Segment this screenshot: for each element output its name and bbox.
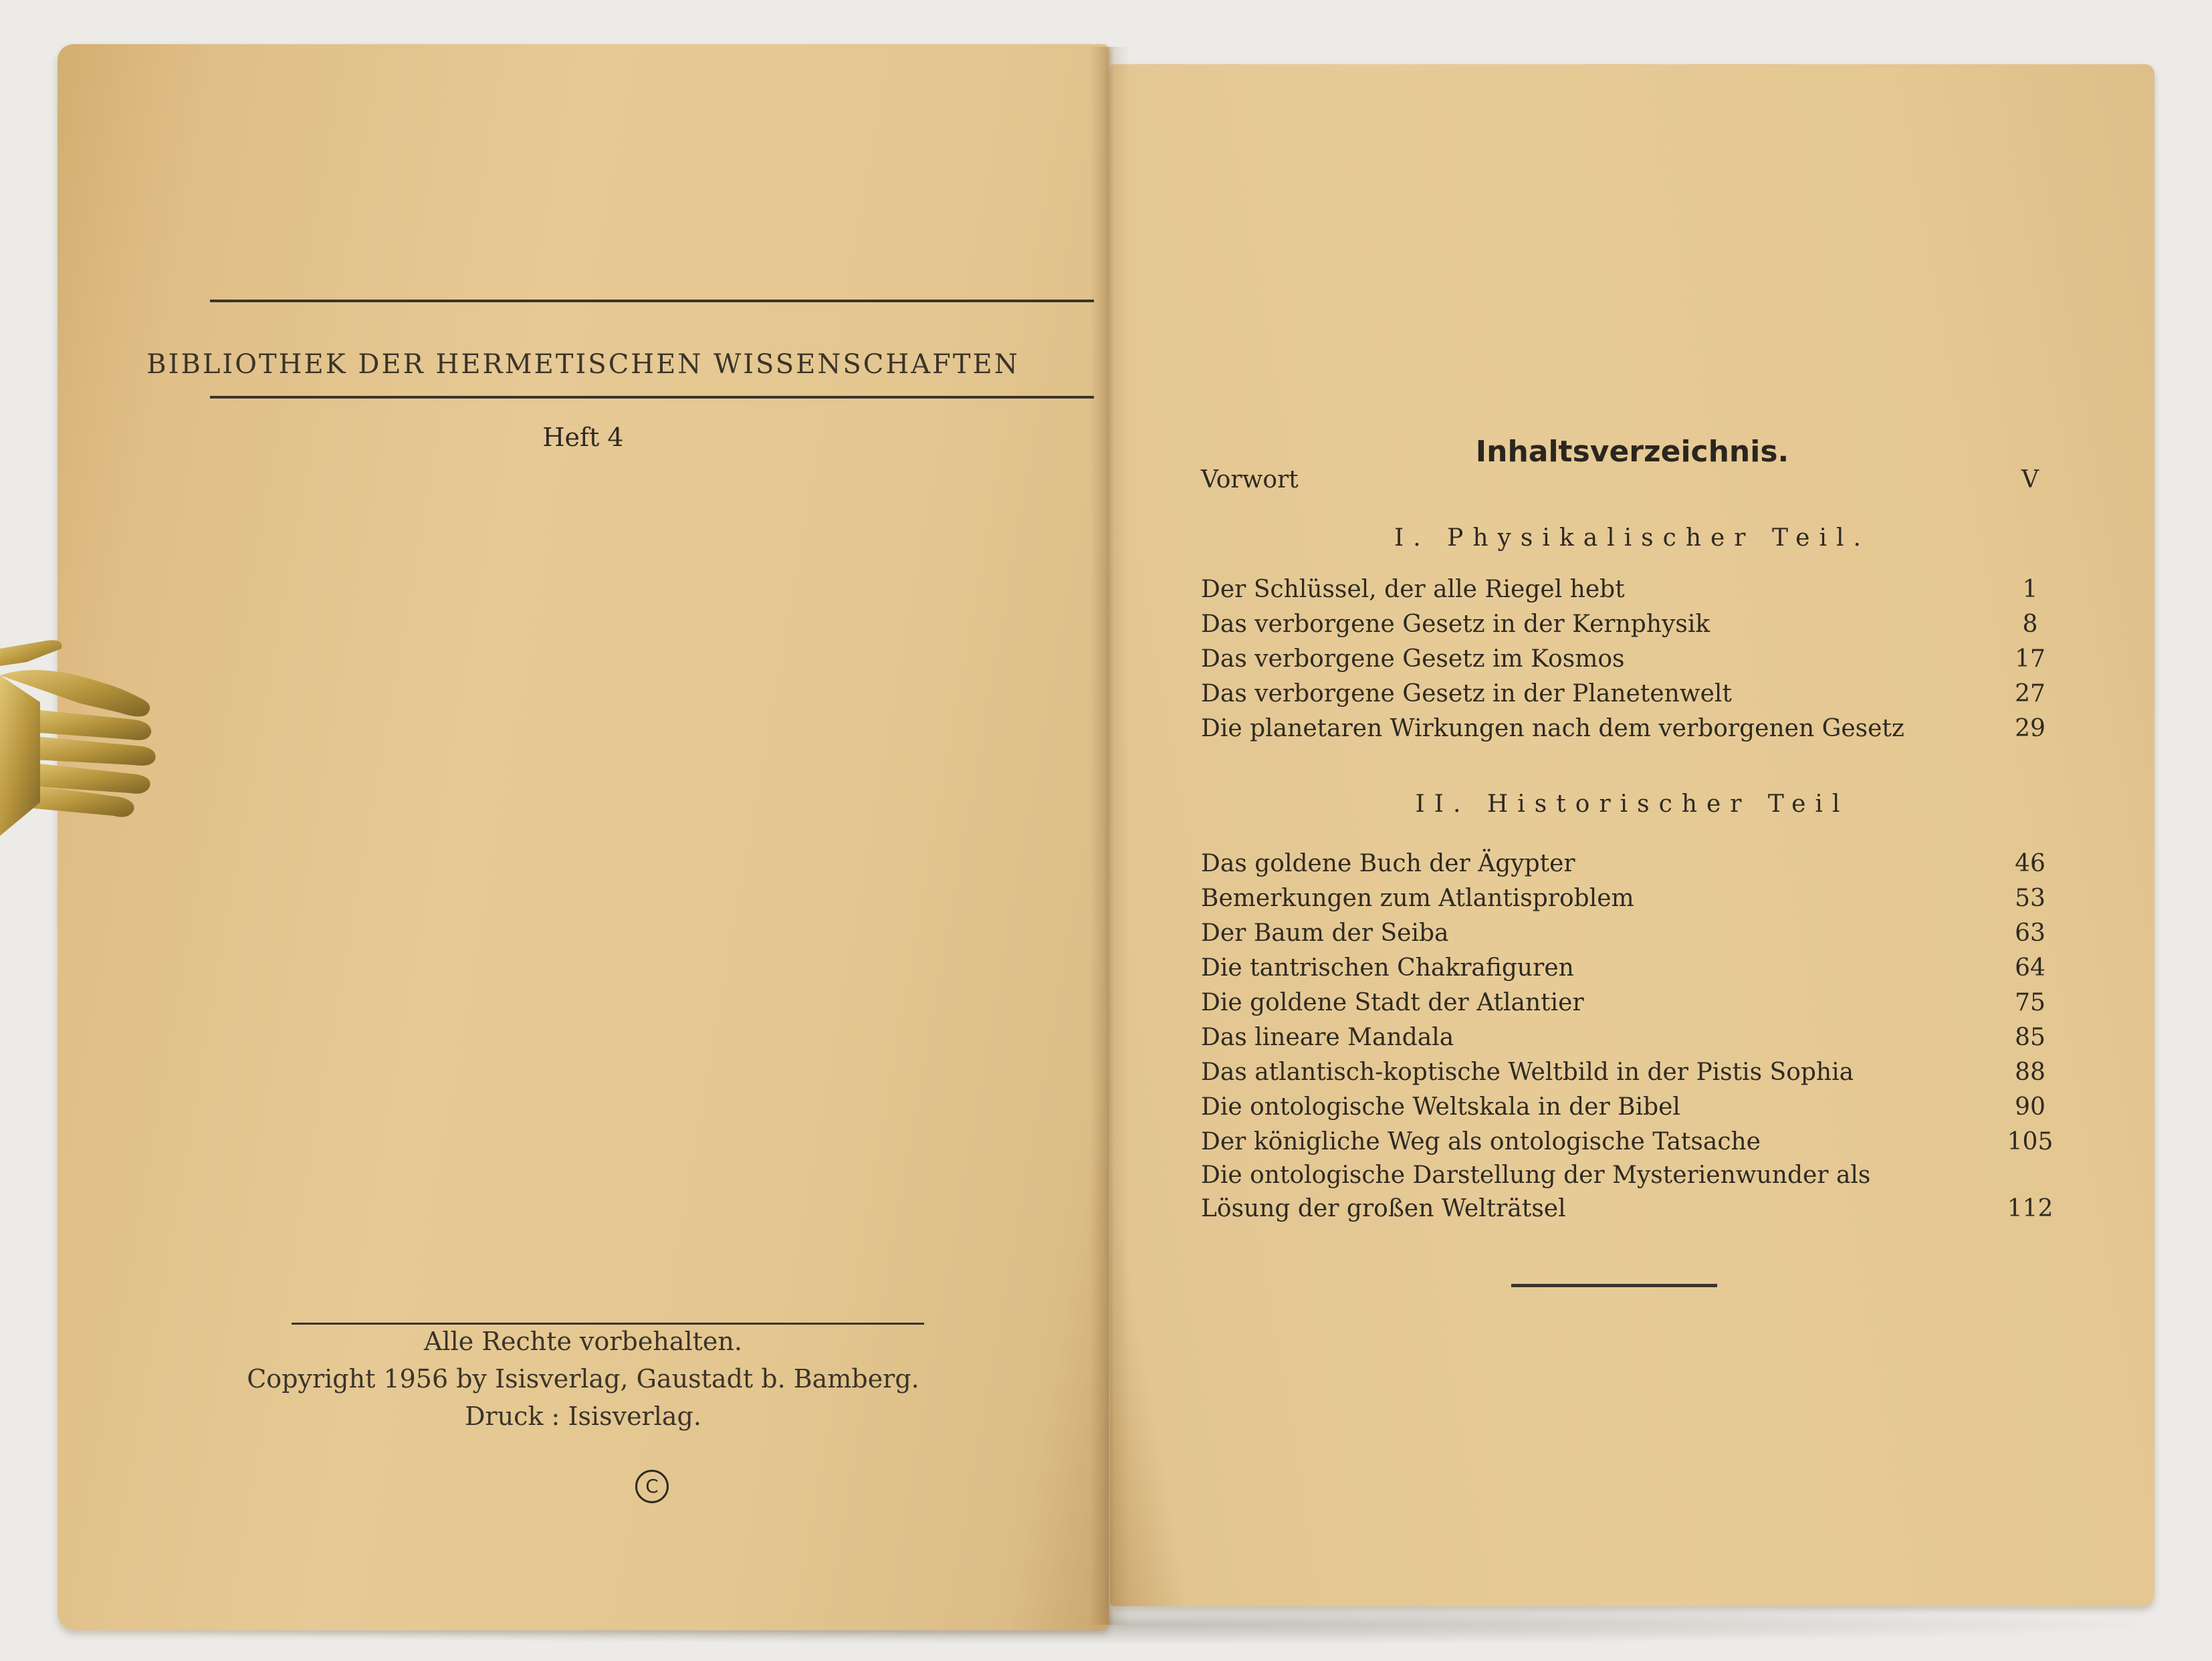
toc-entry xyxy=(1201,642,2070,677)
toc-entry xyxy=(1201,881,2070,916)
entry-title: Das lineare Mandala xyxy=(1201,1024,1454,1051)
entry-page: 64 xyxy=(2015,954,2045,982)
entry-title: Das atlantisch-koptische Weltbild in der Pistis Sophia xyxy=(1201,1059,1854,1086)
entry-title: Das verborgene Gesetz in der Planetenwelt xyxy=(1201,680,1732,707)
toc-entry xyxy=(1201,1090,2070,1125)
brass-hand-clip-icon xyxy=(0,635,160,856)
entry-page: 1 xyxy=(2022,576,2038,603)
preface-entry xyxy=(1201,463,2070,497)
right-page xyxy=(1110,64,2154,1606)
entry-page: V xyxy=(2021,466,2039,493)
entry-page: 27 xyxy=(2015,680,2045,707)
toc-entry xyxy=(1201,572,2070,607)
entry-title: Der Baum der Seiba xyxy=(1201,919,1449,947)
entry-page: 63 xyxy=(2015,919,2045,947)
toc-title: Inhaltsverzeichnis. xyxy=(1475,435,1789,469)
entry-page: 88 xyxy=(2015,1059,2045,1086)
toc-entry xyxy=(1201,916,2070,951)
imprint-copyright: Copyright 1956 by Isisverlag, Gaustadt b. Bamberg. xyxy=(247,1364,919,1394)
series-title: BIBLIOTHEK DER HERMETISCHEN WISSENSCHAFTEN xyxy=(146,349,1020,380)
entry-page: 17 xyxy=(2015,645,2045,673)
toc-entry xyxy=(1201,951,2070,986)
toc-entry xyxy=(1201,847,2070,881)
entry-title: Die goldene Stadt der Atlantier xyxy=(1201,989,1584,1016)
entry-page: 8 xyxy=(2022,611,2038,638)
top-rule xyxy=(210,300,1094,302)
part2-heading: II. Historischer Teil xyxy=(1415,790,1850,818)
entry-title: Lösung der großen Welträtsel xyxy=(1201,1195,1566,1222)
toc-entry xyxy=(1201,1020,2070,1055)
entry-title: Bemerkungen zum Atlantisproblem xyxy=(1201,885,1634,912)
toc-entry xyxy=(1201,607,2070,642)
bottom-rule xyxy=(210,396,1094,399)
end-rule xyxy=(1511,1284,1717,1287)
part1-heading: I. Physikalischer Teil. xyxy=(1394,524,1870,552)
entry-title: Die ontologische Darstellung der Mysterienwunder als xyxy=(1201,1161,1871,1189)
toc-entry xyxy=(1201,1192,2070,1226)
toc-entry xyxy=(1201,1125,2070,1159)
entry-title: Vorwort xyxy=(1201,466,1299,493)
entry-title: Die tantrischen Chakrafiguren xyxy=(1201,954,1574,982)
entry-page: 53 xyxy=(2015,885,2045,912)
toc-entry xyxy=(1201,986,2070,1020)
imprint-print: Druck : Isisverlag. xyxy=(465,1402,701,1431)
entry-page: 105 xyxy=(2007,1128,2054,1155)
entry-page: 85 xyxy=(2015,1024,2045,1051)
entry-title: Das goldene Buch der Ägypter xyxy=(1201,850,1575,877)
copyright-icon: C xyxy=(635,1470,669,1503)
left-page xyxy=(58,44,1109,1630)
entry-page: 46 xyxy=(2015,850,2045,877)
book-gutter xyxy=(1090,47,1130,1625)
entry-title: Der Schlüssel, der alle Riegel hebt xyxy=(1201,576,1625,603)
toc-entry xyxy=(1201,711,2070,746)
toc-entry xyxy=(1201,1055,2070,1090)
entry-title: Die ontologische Weltskala in der Bibel xyxy=(1201,1093,1680,1121)
issue-number: Heft 4 xyxy=(542,423,624,452)
entry-title: Die planetaren Wirkungen nach dem verborgenen Gesetz xyxy=(1201,715,1904,742)
entry-title: Das verborgene Gesetz in der Kernphysik xyxy=(1201,611,1710,638)
entry-page: 75 xyxy=(2015,989,2045,1016)
entry-title: Der königliche Weg als ontologische Tatsache xyxy=(1201,1128,1761,1155)
entry-page: 29 xyxy=(2015,715,2045,742)
toc-entry xyxy=(1201,677,2070,711)
entry-title: Das verborgene Gesetz im Kosmos xyxy=(1201,645,1625,673)
entry-page: 112 xyxy=(2007,1195,2054,1222)
imprint-rights: Alle Rechte vorbehalten. xyxy=(424,1327,742,1356)
toc-entry xyxy=(1201,1158,2070,1193)
imprint-rule xyxy=(292,1323,924,1325)
entry-page: 90 xyxy=(2015,1093,2045,1121)
